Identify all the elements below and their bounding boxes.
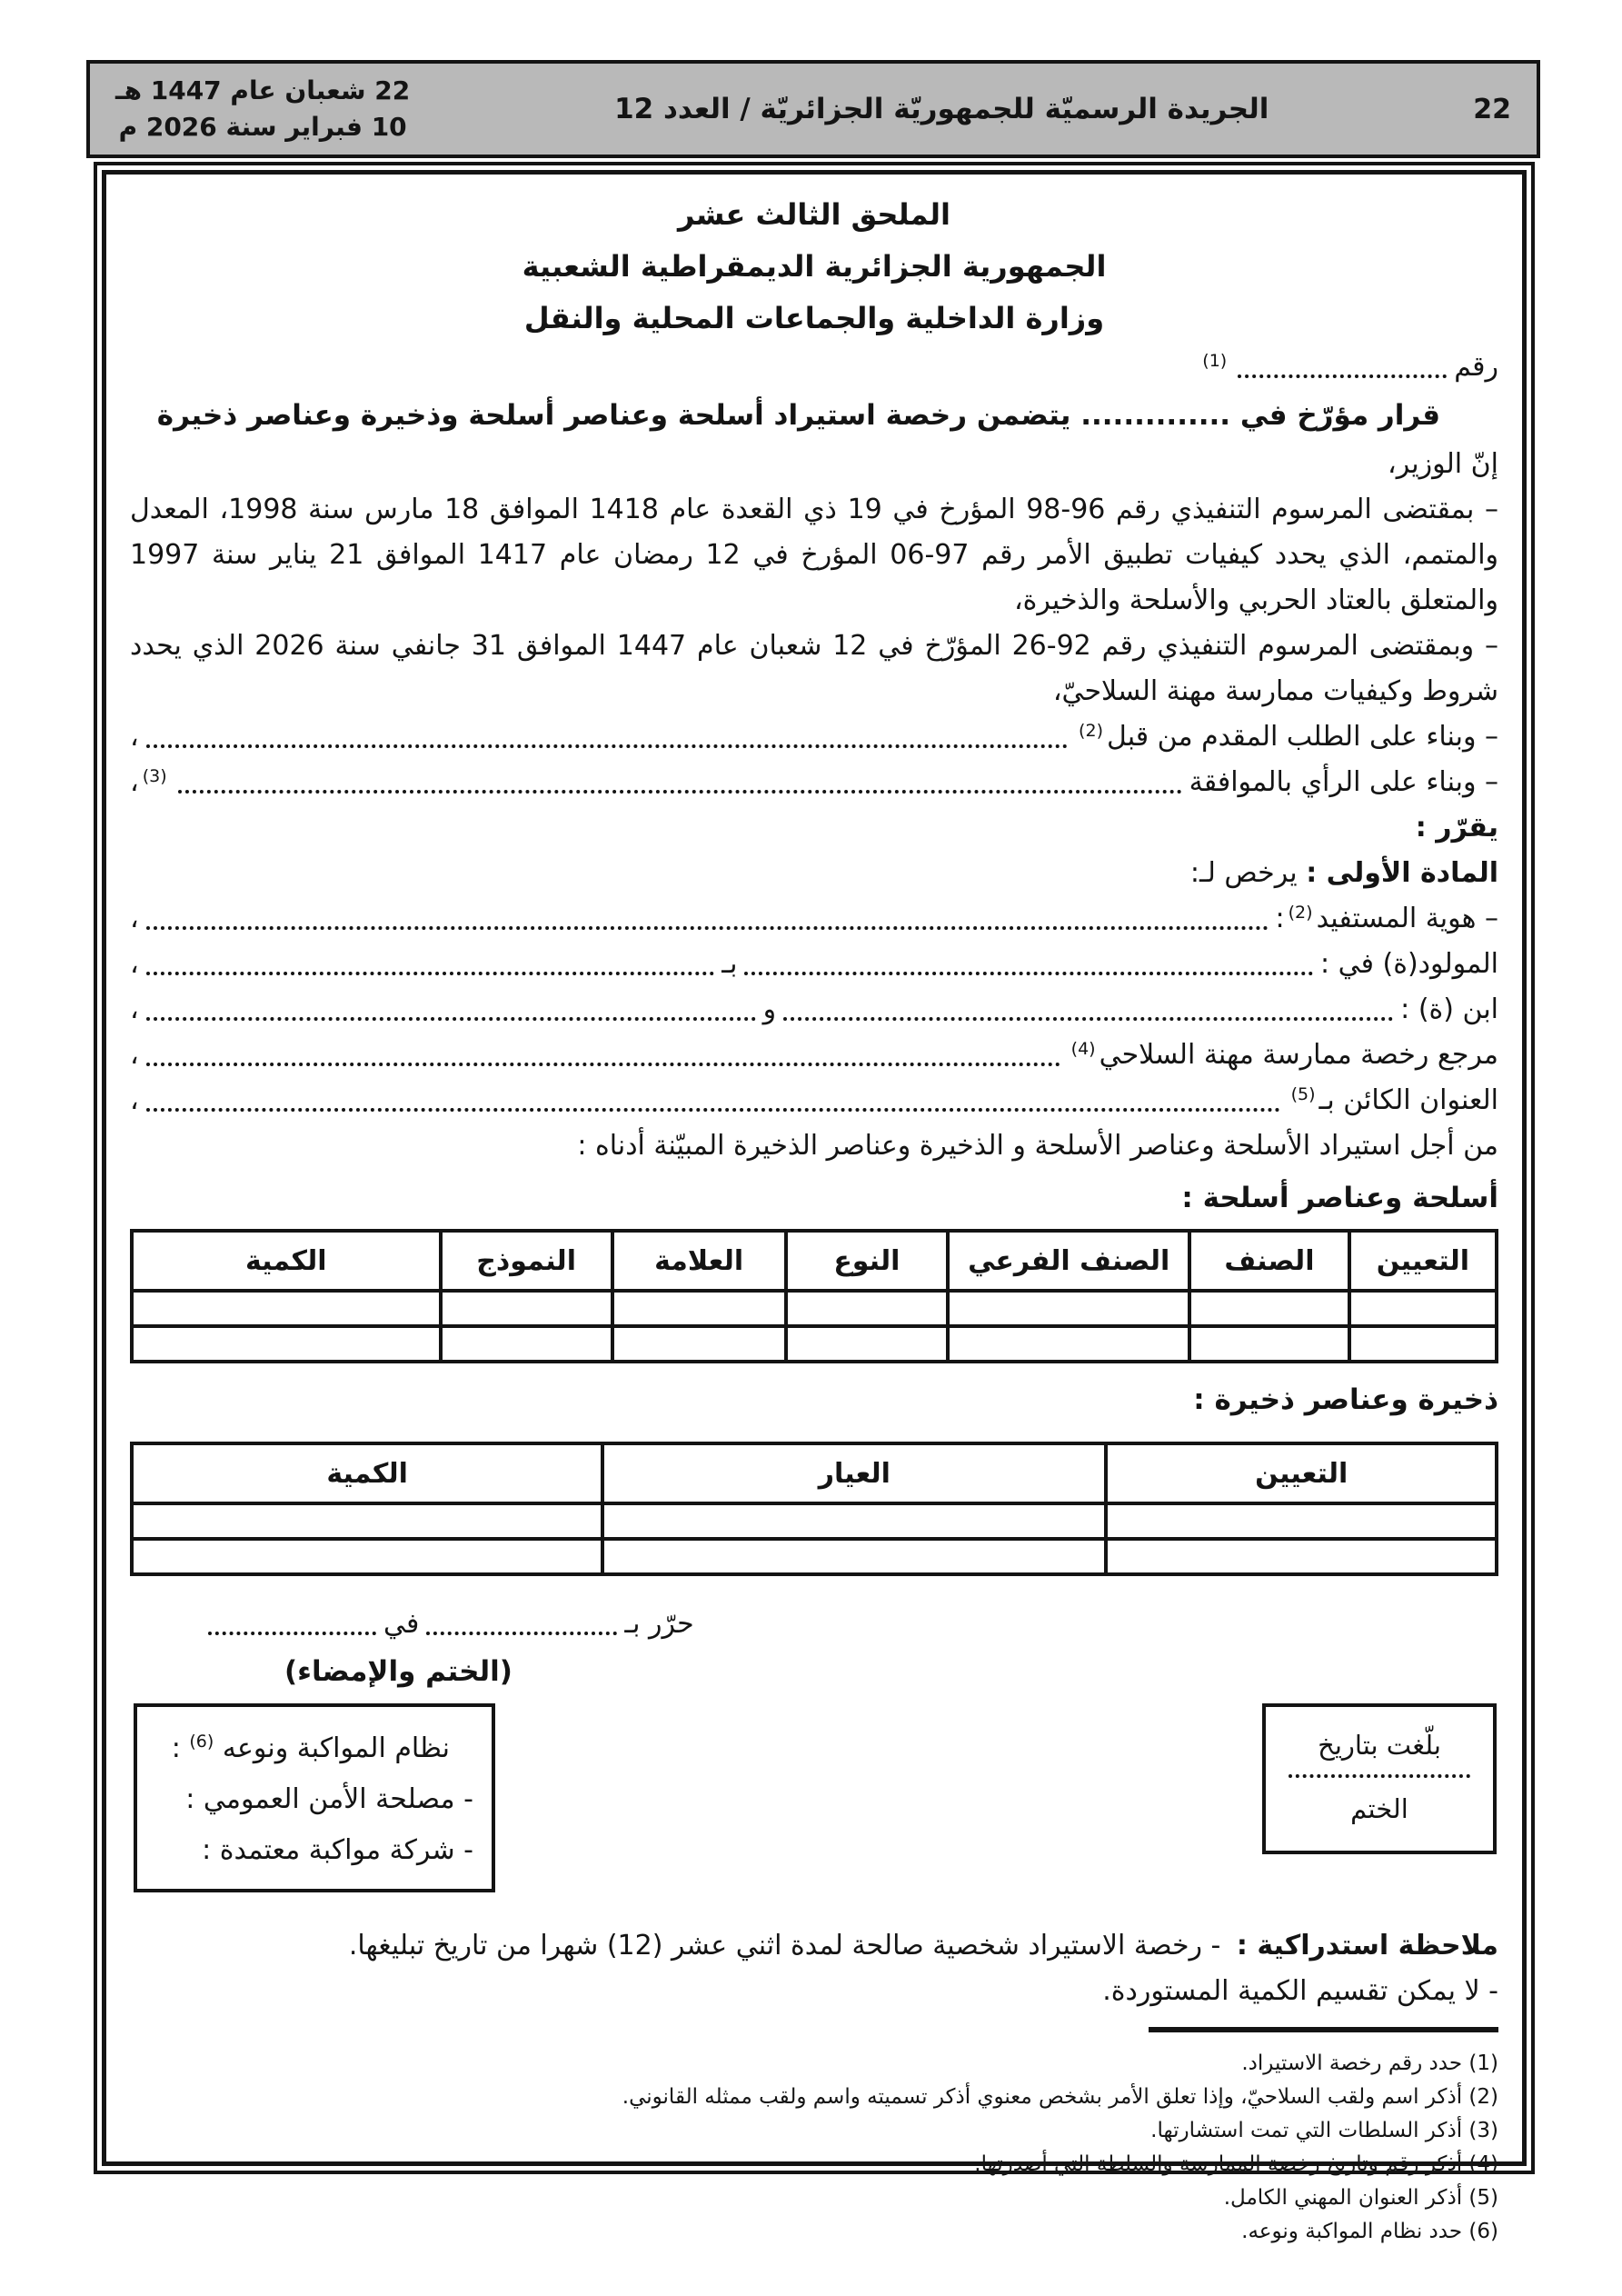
date-gregorian: 10 فبراير سنة 2026 م (118, 112, 407, 142)
empty-cell (1349, 1326, 1497, 1362)
issued-at-label: حرّر بـ (624, 1608, 694, 1640)
ammo-table-title: ذخيرة وعناصر ذخيرة : (1193, 1383, 1498, 1416)
identity-dotted-field (146, 926, 1269, 930)
footnote-ref-6: (6) (189, 1732, 214, 1752)
note-text: - رخصة الاستيراد شخصية صالحة لمدة اثني عشر (12) شهرا من تاريخ تبليغها. (348, 1930, 1221, 1962)
journal-title: الجريدة الرسميّة للجمهوريّة الجزائريّة / العدد 12 (614, 93, 1269, 125)
notify-date-dotted-field (1289, 1774, 1470, 1778)
article-one-label: المادة الأولى : (1306, 857, 1498, 889)
request-line (130, 714, 1498, 760)
empty-cell (1106, 1539, 1497, 1574)
escort-system-label: نظام المواكبة ونوعه (222, 1732, 450, 1764)
date-hijri: 22 شعبان عام 1447 هـ (115, 75, 411, 105)
escort-system-line (155, 1716, 473, 1774)
number-dotted-field (1238, 374, 1447, 378)
col-caliber: العيار (602, 1443, 1106, 1503)
content-frame (94, 162, 1535, 2243)
footnote-ref-2: (2) (1079, 721, 1103, 741)
footnote-2: (2) أذكر اسم ولقب السلاحيّ، وإذا تعلق الأمر بشخص معنوي أذكر تسميته واسم ولقب ممثله القانوني. (622, 2085, 1498, 2109)
col-quantity: الكمية (132, 1231, 441, 1291)
minister-line: إنّ الوزير، (1388, 448, 1498, 480)
empty-cell (1189, 1291, 1349, 1326)
annex-title: الملحق الثالث عشر (678, 197, 950, 232)
request-text: – وبناء على الطلب المقدم من قبل (1106, 721, 1498, 753)
birth-label: المولود(ة) في : (1320, 948, 1498, 980)
birth-place-prefix: بـ (721, 948, 738, 980)
colon: : (171, 1732, 181, 1764)
and-connector: و (762, 993, 777, 1025)
stamp-label: الختم (1350, 1793, 1408, 1824)
approved-company-option: - شركة مواكبة معتمدة : (202, 1834, 473, 1866)
empty-cell (612, 1291, 786, 1326)
visa-paragraph-1: – بمقتضى المرسوم التنفيذي رقم 96-98 المؤرخ في 19 ذي القعدة عام 1418 الموافق 18 مارس سنة 1998، المعدل والمتمم، الذي يحدد كيفيات تطبيق الأمر رقم 97-06 المؤرخ في 12 رمضان عام 1417 الموافق 21 يناير سنة 1997 والمتعلق بالعتاد الحربي والأسلحة والذخيرة، (130, 494, 1499, 616)
content-frame-inner (102, 170, 1527, 2243)
empty-cell (948, 1326, 1189, 1362)
comma: ، (130, 766, 139, 798)
footnote-ref-4: (4) (1070, 1039, 1096, 1059)
approval-dotted-field (178, 790, 1182, 794)
footnote-separator-rule (1149, 2027, 1498, 2032)
address-text: العنوان الكائن بـ (1318, 1084, 1498, 1116)
weapons-empty-row (132, 1326, 1497, 1362)
birth-date-dotted-field (744, 972, 1313, 975)
request-dotted-field (146, 744, 1068, 748)
birth-line (130, 942, 1498, 987)
empty-cell (602, 1503, 1106, 1539)
ammo-empty-row (132, 1539, 1497, 1574)
empty-cell (786, 1326, 949, 1362)
issued-date-dotted-field (208, 1632, 376, 1635)
stamp-signature-label: (الختم والإمضاء) (284, 1655, 512, 1688)
footnote-ref-3: (3) (142, 766, 167, 786)
number-line (130, 344, 1498, 390)
license-dotted-field (146, 1063, 1060, 1066)
col-category: الصنف (1189, 1231, 1349, 1291)
comma: ، (130, 1039, 139, 1071)
notify-box (1262, 1703, 1497, 1854)
filiation-line (130, 987, 1498, 1033)
father-dotted-field (783, 1017, 1393, 1021)
issued-line (130, 1602, 1498, 1647)
ministry-title: وزارة الداخلية والجماعات المحلية والنقل (523, 301, 1105, 335)
issued-place-dotted-field (426, 1632, 617, 1635)
comma: ، (130, 903, 139, 934)
footnote-ref-2b: (2) (1288, 903, 1313, 923)
colon: : (1275, 903, 1285, 934)
note-label: ملاحظة استدراكية : (1236, 1930, 1498, 1962)
empty-cell (602, 1539, 1106, 1574)
col-subcategory: الصنف الفرعي (948, 1231, 1189, 1291)
license-ref-line (130, 1033, 1498, 1078)
filiation-label: ابن (ة) : (1400, 993, 1498, 1025)
empty-cell (948, 1291, 1189, 1326)
col-type: النوع (786, 1231, 949, 1291)
empty-cell (132, 1291, 441, 1326)
empty-cell (132, 1503, 602, 1539)
empty-cell (441, 1291, 612, 1326)
mother-dotted-field (146, 1017, 756, 1021)
empty-cell (132, 1326, 441, 1362)
footnote-1: (1) حدد رقم رخصة الاستيراد. (1241, 2051, 1498, 2075)
footnote-ref-5: (5) (1290, 1084, 1316, 1104)
approval-line (130, 760, 1498, 805)
beneficiary-identity-line (130, 896, 1498, 942)
empty-cell (612, 1326, 786, 1362)
public-security-option: - مصلحة الأمن العمومي : (185, 1783, 473, 1815)
number-label: رقم (1454, 351, 1498, 383)
col-model: النموذج (441, 1231, 612, 1291)
decides-line: يقرّر : (1415, 812, 1498, 844)
identity-text: – هوية المستفيد (1316, 903, 1498, 934)
weapons-table-title: أسلحة وعناصر أسلحة : (1181, 1182, 1498, 1214)
issue-dates (115, 73, 410, 145)
footnote-ref-1: (1) (1202, 351, 1228, 371)
footnote-4: (4) أذكر رقم وتاريخ رخصة الممارسة والسلطة التي أصدرتها. (974, 2152, 1498, 2176)
comma: ، (129, 993, 139, 1025)
empty-cell (1106, 1503, 1497, 1539)
issued-on-label: في (383, 1608, 420, 1640)
weapons-table-header-row (132, 1231, 1497, 1291)
notified-on-label: بلّغت بتاريخ (1318, 1730, 1441, 1761)
address-line (130, 1078, 1498, 1123)
empty-cell (1189, 1326, 1349, 1362)
comma: ، (130, 721, 139, 753)
empty-cell (441, 1326, 612, 1362)
col-designation: التعيين (1106, 1443, 1497, 1503)
footnote-5: (5) أذكر العنوان المهني الكامل. (1223, 2186, 1498, 2210)
escort-box (134, 1703, 495, 1892)
col-quantity: الكمية (132, 1443, 602, 1503)
birth-place-dotted-field (146, 972, 715, 975)
header-bar (86, 60, 1540, 158)
purpose-line: من أجل استيراد الأسلحة وعناصر الأسلحة و الذخيرة وعناصر الذخيرة المبيّنة أدناه : (577, 1130, 1498, 1162)
ammo-table-header-row (132, 1443, 1497, 1503)
decree-title: قرار مؤرّخ في .............. يتضمن رخصة استيراد أسلحة وعناصر أسلحة وذخيرة وعناصر ذخيرة (156, 399, 1440, 432)
article-one-line (130, 851, 1498, 896)
note-line (130, 1923, 1498, 1969)
empty-cell (1349, 1291, 1497, 1326)
footnote-6: (6) حدد نظام المواكبة ونوعه. (1241, 2220, 1498, 2243)
empty-cell (132, 1539, 602, 1574)
comma: ، (129, 948, 139, 980)
weapons-table (130, 1229, 1498, 1363)
visa-paragraph-2: – وبمقتضى المرسوم التنفيذي رقم 92-26 المؤرّخ في 12 شعبان عام 1447 الموافق 31 جانفي سنة 2026 الذي يحدد شروط وكيفيات ممارسة مهنة السلاحيّ، (130, 630, 1499, 707)
col-brand: العلامة (612, 1231, 786, 1291)
empty-cell (786, 1291, 949, 1326)
weapons-empty-row (132, 1291, 1497, 1326)
address-dotted-field (146, 1108, 1280, 1112)
stamp-boxes-row (130, 1703, 1498, 1892)
ammo-empty-row (132, 1503, 1497, 1539)
license-text: مرجع رخصة ممارسة مهنة السلاحي (1099, 1039, 1498, 1071)
article-one-rest: يرخص لـ: (1189, 857, 1298, 889)
comma: ، (130, 1084, 139, 1116)
col-designation: التعيين (1349, 1231, 1497, 1291)
ammo-table (130, 1442, 1498, 1576)
footnote-3: (3) أذكر السلطات التي تمت استشارتها. (1150, 2119, 1498, 2142)
page-number: 22 (1473, 93, 1511, 125)
approval-text: – وبناء على الرأي بالموافقة (1189, 766, 1498, 798)
note2-line: - لا يمكن تقسيم الكمية المستوردة. (1102, 1975, 1498, 2007)
republic-title: الجمهورية الجزائرية الديمقراطية الشعبية (522, 249, 1107, 284)
